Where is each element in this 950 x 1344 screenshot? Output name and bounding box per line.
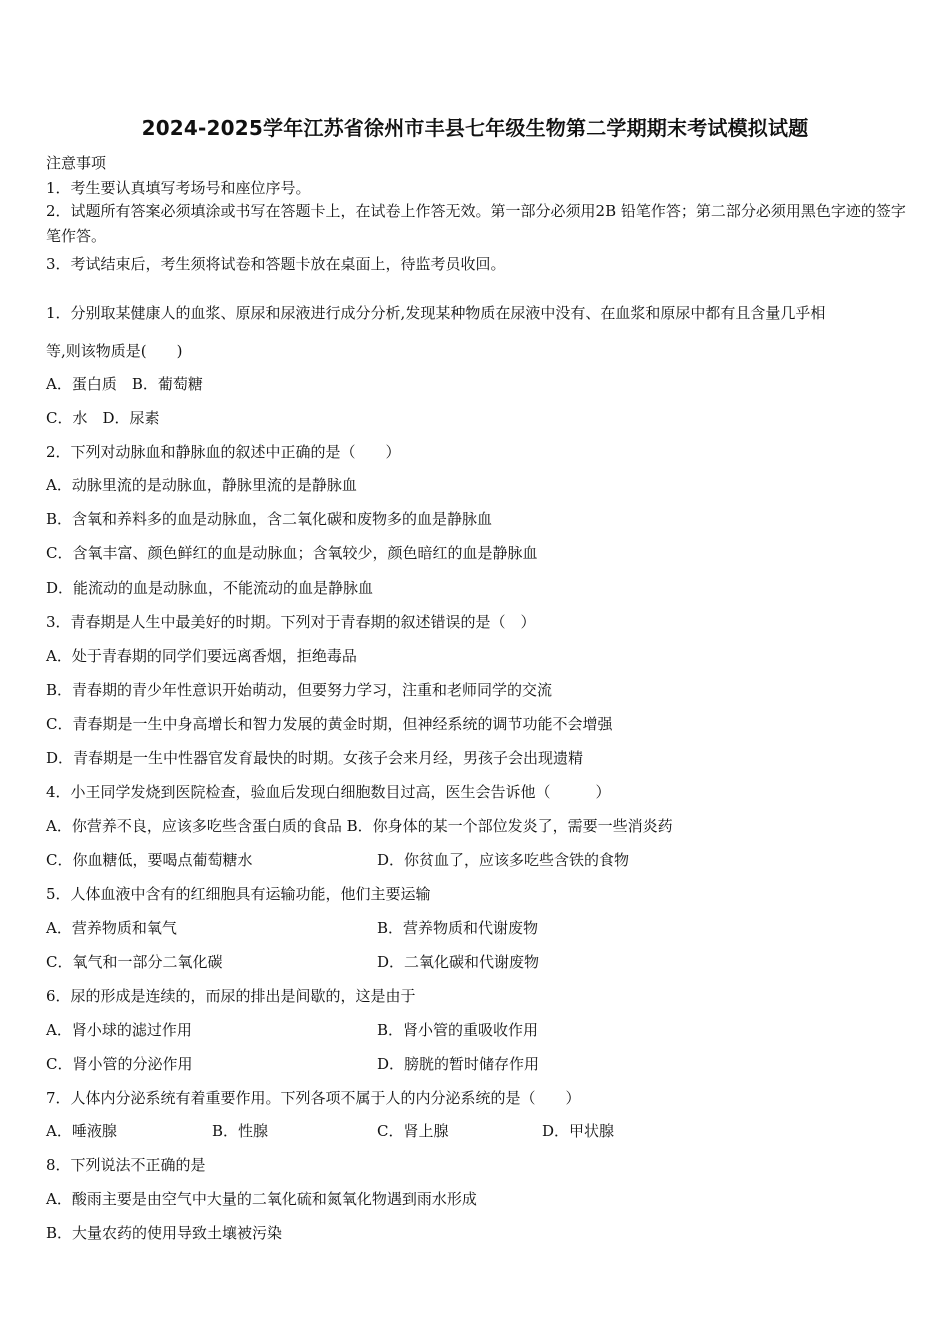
question-option: B．大量农药的使用导致土壤被污染 bbox=[46, 1224, 283, 1242]
question-option: D．青春期是一生中性器官发育最快的时期。女孩子会来月经，男孩子会出现遗精 bbox=[46, 749, 584, 767]
question-option: C．含氧丰富、颜色鲜红的血是动脉血；含氧较少，颜色暗红的血是静脉血 bbox=[46, 544, 538, 562]
question-option: A．肾小球的滤过作用 bbox=[46, 1021, 192, 1039]
question-option: B．肾小管的重吸收作用 bbox=[377, 1021, 539, 1039]
question-option: B．性腺 bbox=[212, 1122, 269, 1140]
question-option: A．唾液腺 bbox=[46, 1122, 117, 1140]
question-option: D．你贫血了，应该多吃些含铁的食物 bbox=[377, 851, 630, 869]
notice-heading: 注意事项 bbox=[46, 154, 107, 172]
question-option: A．蛋白质 B．葡萄糖 bbox=[46, 375, 203, 393]
question-option: A．营养物质和氧气 bbox=[46, 919, 177, 937]
question-stem: 5．人体血液中含有的红细胞具有运输功能，他们主要运输 bbox=[46, 885, 431, 903]
question-option: C．你血糖低，要喝点葡萄糖水 bbox=[46, 851, 253, 869]
question-stem: 8．下列说法不正确的是 bbox=[46, 1156, 206, 1174]
question-stem: 等,则该物质是( ) bbox=[46, 342, 183, 360]
notice-item: 3．考试结束后，考生须将试卷和答题卡放在桌面上，待监考员收回。 bbox=[46, 255, 506, 273]
question-stem: 2．下列对动脉血和静脉血的叙述中正确的是（ ） bbox=[46, 443, 401, 461]
notice-item: 1．考生要认真填写考场号和座位序号。 bbox=[46, 179, 311, 197]
question-option: C．氧气和一部分二氧化碳 bbox=[46, 953, 223, 971]
page-title: 2024-2025学年江苏省徐州市丰县七年级生物第二学期期末考试模拟试题 bbox=[141, 116, 809, 140]
question-option: D．膀胱的暂时储存作用 bbox=[377, 1055, 540, 1073]
question-option: A．你营养不良，应该多吃些含蛋白质的食品 B．你身体的某一个部位发炎了，需要一些消炎药 bbox=[46, 817, 673, 835]
question-option: C．肾上腺 bbox=[377, 1122, 449, 1140]
question-option: C．青春期是一生中身高增长和智力发展的黄金时期，但神经系统的调节功能不会增强 bbox=[46, 715, 613, 733]
question-option: B．含氧和养料多的血是动脉血，含二氧化碳和废物多的血是静脉血 bbox=[46, 510, 493, 528]
question-option: B．青春期的青少年性意识开始萌动，但要努力学习，注重和老师同学的交流 bbox=[46, 681, 553, 699]
question-option: A．处于青春期的同学们要远离香烟，拒绝毒品 bbox=[46, 647, 357, 665]
question-option: C．肾小管的分泌作用 bbox=[46, 1055, 193, 1073]
question-stem: 1．分别取某健康人的血浆、原尿和尿液进行成分分析,发现某种物质在尿液中没有、在血浆和原尿中都有且含量几乎相 bbox=[46, 304, 826, 322]
question-stem: 3．青春期是人生中最美好的时期。下列对于青春期的叙述错误的是（ ） bbox=[46, 613, 536, 631]
question-option: A．动脉里流的是动脉血，静脉里流的是静脉血 bbox=[46, 476, 357, 494]
question-option: D．能流动的血是动脉血，不能流动的血是静脉血 bbox=[46, 579, 374, 597]
question-stem: 4．小王同学发烧到医院检查，验血后发现白细胞数目过高，医生会告诉他（ ） bbox=[46, 783, 611, 801]
question-stem: 7．人体内分泌系统有着重要作用。下列各项不属于人的内分泌系统的是（ ） bbox=[46, 1089, 581, 1107]
question-option: C．水 D．尿素 bbox=[46, 409, 160, 427]
question-option: D．二氧化碳和代谢废物 bbox=[377, 953, 540, 971]
question-option: B．营养物质和代谢废物 bbox=[377, 919, 539, 937]
question-option: A．酸雨主要是由空气中大量的二氧化硫和氮氧化物遇到雨水形成 bbox=[46, 1190, 477, 1208]
question-stem: 6．尿的形成是连续的，而尿的排出是间歇的，这是由于 bbox=[46, 987, 416, 1005]
notice-item: 2．试题所有答案必须填涂或书写在答题卡上，在试卷上作答无效。第一部分必须用2B 铅笔作答；第二部分必须用黑色字迹的签字笔作答。 bbox=[46, 202, 906, 245]
question-option: D．甲状腺 bbox=[542, 1122, 615, 1140]
